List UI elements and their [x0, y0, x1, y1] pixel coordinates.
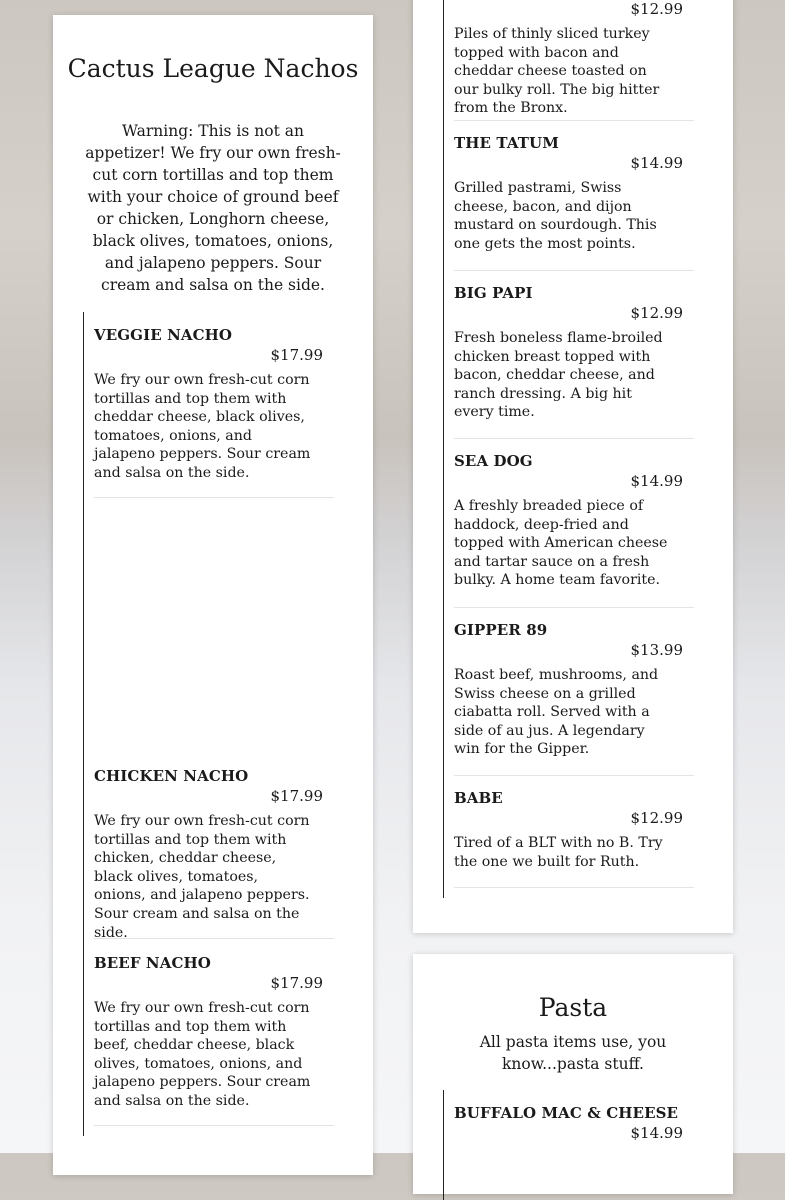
item-name: CHICKEN NACHO	[94, 767, 249, 785]
menu-item-veggie-nacho[interactable]	[94, 326, 334, 498]
item-name: BUFFALO MAC & CHEESE	[454, 1104, 679, 1122]
menu-item-list	[443, 0, 704, 898]
menu-item-man[interactable]	[454, 0, 694, 121]
item-name: BIG PAPI	[454, 284, 533, 302]
menu-item-gipper-89[interactable]	[454, 621, 694, 776]
item-price: $14.99	[630, 154, 683, 172]
item-description: We fry our own fresh-cut corn tortillas and top them with cheddar cheese, black olives, tomatoes, onions, and jalapeno peppers. Sour cream and salsa on the side.	[94, 372, 311, 481]
section-title: Pasta	[538, 993, 608, 1022]
item-name: BEEF NACHO	[94, 954, 211, 972]
item-price: $13.99	[630, 641, 683, 659]
sandwiches-section-card	[413, 0, 733, 933]
item-name: VEGGIE NACHO	[94, 326, 233, 344]
item-price: $14.99	[630, 472, 683, 490]
menu-item-beef-nacho[interactable]	[94, 954, 334, 1126]
item-name: THE TATUM	[454, 134, 559, 152]
menu-item-buffalo-mac-cheese[interactable]	[454, 1104, 694, 1194]
item-name: GIPPER 89	[454, 621, 548, 639]
item-price: $12.99	[630, 304, 683, 322]
item-price: $17.99	[270, 346, 323, 364]
item-price: $12.99	[630, 809, 683, 827]
section-title: Cactus League Nachos	[67, 54, 359, 83]
item-description: A freshly breaded piece of haddock, deep-fried and topped with American cheese and tartar sauce on a fresh bulky. A home team favorite.	[454, 498, 668, 589]
item-description: Grilled pastrami, Swiss cheese, bacon, and dijon mustard on sourdough. This one gets the most points.	[454, 180, 657, 252]
menu-item-babe[interactable]	[454, 789, 694, 888]
item-description: Fresh boneless flame-broiled chicken breast topped with bacon, cheddar cheese, and ranch dressing. A big hit every time.	[454, 330, 663, 421]
item-price: $17.99	[270, 974, 323, 992]
item-description: We fry our own fresh-cut corn tortillas and top them with beef, cheddar cheese, black olives, tomatoes, onions, and jalapeno peppers. Sour cream and salsa on the side.	[94, 1000, 311, 1109]
item-name: SEA DOG	[454, 452, 533, 470]
section-description: All pasta items use, you know...pasta stuff.	[479, 1033, 667, 1073]
item-description: Tired of a BLT with no B. Try the one we built for Ruth.	[454, 835, 663, 870]
item-name: BABE	[454, 789, 503, 807]
pasta-section-card	[413, 954, 733, 1194]
item-description: Roast beef, mushrooms, and Swiss cheese on a grilled ciabatta roll. Served with a side of au jus. A legendary win for the Gipper.	[454, 667, 659, 758]
menu-item-list	[443, 1090, 704, 1200]
item-price: $14.99	[630, 1124, 683, 1142]
menu-item-sea-dog[interactable]	[454, 452, 694, 608]
menu-item-the-tatum[interactable]	[454, 134, 694, 271]
item-price: $17.99	[270, 787, 323, 805]
item-description: We fry our own fresh-cut corn tortillas and top them with chicken, cheddar cheese, black olives, tomatoes, onions, and jalapeno peppers. Sour cream and salsa on the side.	[94, 813, 310, 941]
menu-item-list	[83, 312, 344, 1136]
item-price: $12.99	[630, 0, 683, 18]
section-description: Warning: This is not an appetizer! We fry our own fresh-cut corn tortillas and top them with your choice of ground beef or chicken, Longhorn cheese, black olives, tomatoes, onions, and jalapeno peppers. Sour cream and salsa on the side.	[85, 122, 341, 294]
menu-item-chicken-nacho[interactable]	[94, 767, 334, 939]
item-description: Piles of thinly sliced turkey topped with bacon and cheddar cheese toasted on our bulky roll. The big hitter from the Bronx.	[454, 26, 660, 117]
nachos-section-card	[53, 15, 373, 1175]
menu-item-big-papi[interactable]	[454, 284, 694, 439]
